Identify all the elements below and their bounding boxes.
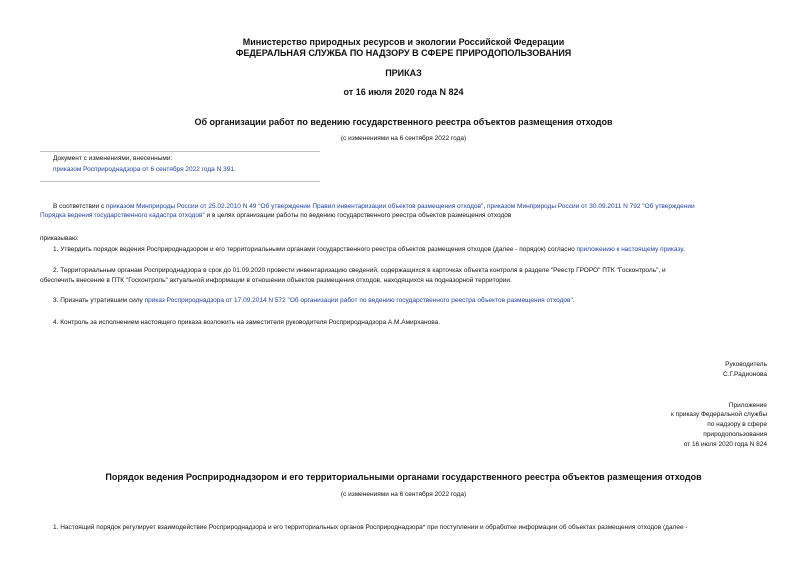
changes-link-line: [53, 165, 236, 174]
changes-link[interactable]: приказом Росприроднадзора от 6 сентября 2022 года N 391: [53, 166, 234, 173]
procedure-p1: 1. Настоящий порядок регулирует взаимодействие Росприроднадзора и его территориальных органов Росприроднадзора* при поступлении и обработке информации об объектах размещения отходов (далее -: [53, 524, 688, 531]
procedure-revision: (с изменениями на 6 сентября 2022 года): [340, 491, 467, 498]
item-3-text: 3. Признать утратившим силу: [53, 297, 145, 304]
appendix-line2: к приказу Федеральной службы: [671, 411, 767, 418]
item-2-line1: 2. Территориальным органам Росприроднадзора в срок до 01.09.2020 провести инвентаризацию сведений, содержащихся в карточках объекта контроля в разделе "Реестр ГРОРО" ПТК "Госконтроль", и: [53, 267, 666, 274]
preamble-line1: [53, 202, 773, 211]
item-1-text: 1. Утвердить порядок ведения Росприроднадзором и его территориальными органами государственного реестра объектов размещения отходов (далее - порядок) согласно: [53, 246, 577, 253]
item-3-end: .: [572, 297, 575, 304]
item-3: [53, 296, 575, 305]
service-name: ФЕДЕРАЛЬНАЯ СЛУЖБА ПО НАДЗОРУ В СФЕРЕ ПРИРОДОПОЛЬЗОВАНИЯ: [235, 48, 572, 58]
changes-label: Документ с изменениями, внесенными:: [53, 155, 173, 162]
item-1: [53, 245, 685, 254]
item-1-link[interactable]: приложению к настоящему приказу: [576, 246, 683, 253]
appendix-line3: по надзору в сфере: [707, 421, 767, 428]
preamble-line2: [40, 211, 780, 220]
signature-name: С.Г.Радионова: [722, 371, 767, 378]
doc-revision: (с изменениями на 6 сентября 2022 года): [340, 135, 467, 142]
item-1-end: .: [682, 246, 685, 253]
preamble-link2a[interactable]: приказом Минприроды России от 30.09.2011 N 792 "Об утверждении: [486, 203, 695, 210]
divider-bottom: [40, 181, 320, 182]
appendix-line4: природопользования: [703, 431, 767, 438]
item-4: 4. Контроль за исполнением настоящего приказа возложить на заместителя руководителя Росприроднадзора А.М.Амирханова.: [53, 319, 441, 326]
changes-link-end: .: [233, 166, 236, 173]
ministry-name: Министерство природных ресурсов и экологии Российской Федерации: [242, 37, 565, 47]
preamble-link2b[interactable]: Порядка ведения государственного кадастра отходов": [40, 212, 205, 219]
doc-title: Об организации работ по ведению государственного реестра объектов размещения отходов: [194, 117, 613, 127]
preamble-part3: и в целях организации работы по ведению государственного реестра объектов размещения отходов: [204, 212, 512, 219]
divider-top: [40, 151, 320, 152]
preamble-part2: ,: [483, 203, 487, 210]
preamble-link1[interactable]: приказом Минприроды России от 25.02.2010 N 49 "Об утверждении Правил инвентаризации объектов размещения отходов": [106, 203, 484, 210]
preamble-part1: В соответствии с: [53, 203, 107, 210]
signature-position: Руководитель: [725, 361, 767, 368]
item-2-line2: обеспечить внесение в ПТК "Госконтроль" актуальной информации в отношении объектов размещения отходов, находящихся на подназорной территории.: [40, 277, 512, 284]
doc-date-number: от 16 июля 2020 года N 824: [343, 87, 464, 97]
procedure-title: Порядок ведения Росприроднадзором и его территориальными органами государственного реестра объектов размещения отходов: [105, 472, 702, 482]
appendix-line1: Приложение: [728, 402, 767, 409]
item-3-link[interactable]: приказ Росприроднадзора от 17.09.2014 N 572 "Об организации работ по ведению государственного реестра объектов размещения отходов": [144, 297, 573, 304]
appendix-line5: от 16 июля 2020 года N 824: [683, 441, 767, 448]
order-word: приказываю:: [40, 235, 79, 242]
doc-type: ПРИКАЗ: [385, 68, 422, 78]
